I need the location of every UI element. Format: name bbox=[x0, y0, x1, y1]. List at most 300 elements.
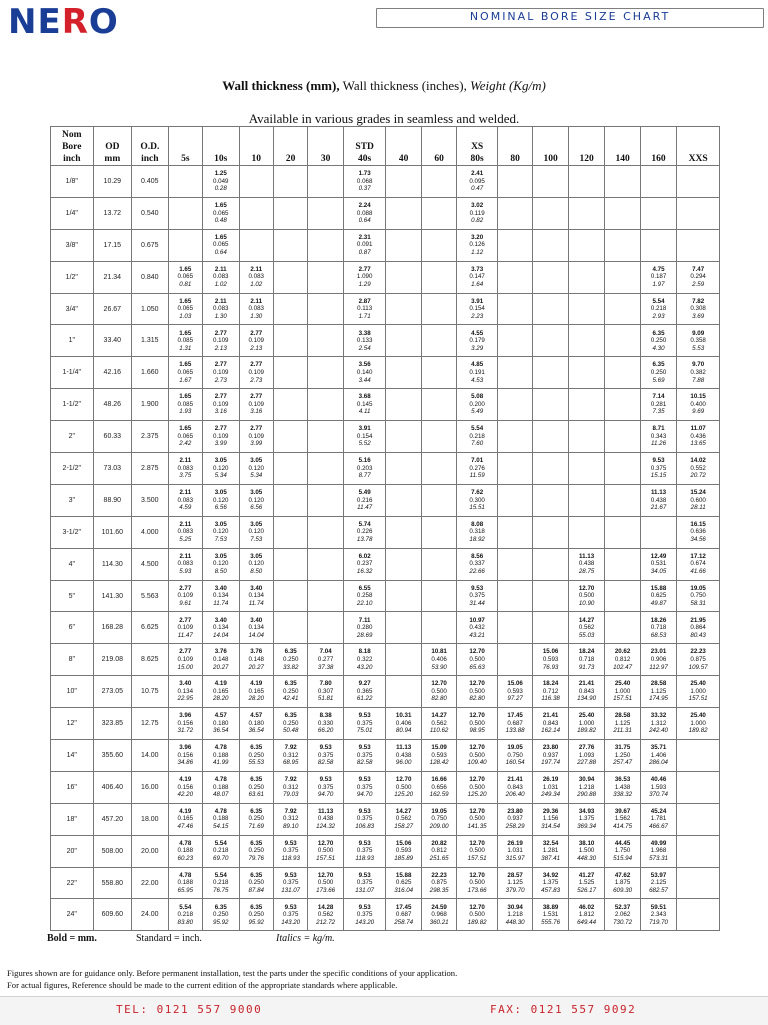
value-in: 0.065 bbox=[177, 305, 194, 313]
cell-nom: 3/8" bbox=[51, 229, 94, 261]
value-mm: 8.08 bbox=[471, 520, 484, 528]
value-kg: 11.26 bbox=[651, 440, 667, 448]
value-kg: 82.80 bbox=[431, 695, 447, 703]
value-kg: 4.59 bbox=[179, 504, 192, 512]
schedule-cell bbox=[203, 453, 239, 485]
schedule-cell bbox=[168, 740, 202, 772]
value-in: 0.147 bbox=[469, 273, 485, 281]
value-in: 0.750 bbox=[690, 592, 706, 600]
value-in: 0.436 bbox=[690, 432, 706, 440]
table-row bbox=[51, 453, 720, 485]
value-kg: 5.49 bbox=[471, 408, 484, 416]
value-in: 0.375 bbox=[356, 751, 373, 759]
value-mm: 53.97 bbox=[650, 871, 667, 879]
value-mm: 2.31 bbox=[358, 233, 371, 241]
schedule-cell bbox=[457, 644, 498, 676]
schedule-cell bbox=[677, 835, 720, 867]
value-mm: 21.41 bbox=[578, 680, 595, 688]
schedule-cell bbox=[386, 197, 421, 229]
cell-nom: 12" bbox=[51, 708, 94, 740]
schedule-cell bbox=[568, 325, 604, 357]
value-in: 0.134 bbox=[213, 592, 229, 600]
schedule-cell bbox=[533, 708, 568, 740]
value-mm: 18.26 bbox=[650, 616, 667, 624]
value-mm: 9.53 bbox=[284, 839, 297, 847]
schedule-cell bbox=[497, 644, 532, 676]
value-in: 0.085 bbox=[177, 400, 194, 408]
value-mm: 14.28 bbox=[317, 903, 334, 911]
footer-fax: FAX: 0121 557 9092 bbox=[490, 1003, 637, 1016]
schedule-cell bbox=[308, 803, 343, 835]
schedule-cell bbox=[168, 389, 202, 421]
value-mm: 16.15 bbox=[690, 520, 706, 528]
value-in: 0.065 bbox=[177, 432, 194, 440]
value-in: 0.120 bbox=[248, 496, 264, 504]
value-mm: 2.11 bbox=[250, 297, 263, 305]
value-kg: 298.35 bbox=[429, 886, 449, 894]
value-mm: 1.65 bbox=[179, 265, 192, 273]
schedule-cell bbox=[203, 229, 239, 261]
schedule-cell bbox=[533, 899, 568, 931]
value-kg: 526.17 bbox=[577, 886, 597, 894]
value-kg: 22.66 bbox=[469, 567, 485, 575]
legend-bold: Bold = mm. bbox=[47, 933, 97, 944]
value-mm: 15.06 bbox=[507, 680, 523, 688]
value-kg: 2.13 bbox=[214, 344, 227, 352]
schedule-cell bbox=[421, 644, 456, 676]
schedule-cell bbox=[343, 166, 386, 198]
cell-od: 17.15 bbox=[93, 229, 132, 261]
schedule-cell bbox=[421, 261, 456, 293]
value-kg: 157.51 bbox=[467, 854, 487, 862]
value-mm: 3.05 bbox=[214, 488, 227, 496]
value-mm: 3.96 bbox=[179, 744, 192, 752]
column-header: 60 bbox=[421, 127, 456, 166]
cell-odi: 1.900 bbox=[132, 389, 168, 421]
value-in: 1.000 bbox=[614, 687, 631, 695]
column-header: 40 bbox=[386, 127, 421, 166]
schedule-cell bbox=[457, 357, 498, 389]
value-in: 0.322 bbox=[356, 656, 373, 663]
value-in: 0.656 bbox=[431, 783, 447, 791]
value-kg: 34.86 bbox=[177, 759, 194, 767]
value-in: 0.156 bbox=[177, 719, 194, 727]
cell-nom: 20" bbox=[51, 835, 94, 867]
value-in: 0.180 bbox=[213, 719, 229, 727]
value-mm: 12.70 bbox=[317, 839, 334, 847]
schedule-cell bbox=[203, 484, 239, 516]
value-mm: 9.53 bbox=[358, 871, 371, 879]
schedule-cell bbox=[308, 229, 343, 261]
schedule-cell bbox=[533, 261, 568, 293]
value-in: 0.937 bbox=[542, 751, 559, 759]
cell-odi: 22.00 bbox=[132, 867, 168, 899]
value-in: 0.276 bbox=[469, 464, 485, 472]
schedule-cell bbox=[343, 612, 386, 644]
schedule-cell bbox=[273, 899, 307, 931]
value-mm: 2.41 bbox=[471, 170, 484, 178]
value-in: 0.500 bbox=[469, 815, 485, 823]
value-kg: 68.53 bbox=[650, 631, 667, 639]
cell-odi: 1.050 bbox=[132, 293, 168, 325]
value-mm: 12.70 bbox=[469, 648, 485, 656]
table-row bbox=[51, 580, 720, 612]
schedule-cell bbox=[640, 835, 676, 867]
cell-odi: 6.625 bbox=[132, 612, 168, 644]
value-kg: 106.83 bbox=[355, 823, 375, 831]
schedule-cell bbox=[168, 835, 202, 867]
value-mm: 12.70 bbox=[469, 839, 485, 847]
value-in: 0.065 bbox=[177, 368, 194, 376]
value-mm: 1.65 bbox=[179, 393, 192, 401]
value-in: 0.400 bbox=[690, 400, 706, 408]
cell-od: 21.34 bbox=[93, 261, 132, 293]
value-kg: 730.72 bbox=[613, 918, 633, 926]
schedule-cell bbox=[273, 389, 307, 421]
cell-od: 168.28 bbox=[93, 612, 132, 644]
value-mm: 44.45 bbox=[614, 839, 631, 847]
value-kg: 157.51 bbox=[688, 695, 708, 703]
schedule-cell bbox=[640, 580, 676, 612]
cell-nom: 1-1/2" bbox=[51, 389, 94, 421]
value-in: 0.109 bbox=[248, 368, 264, 376]
schedule-cell bbox=[677, 197, 720, 229]
value-kg: 8.50 bbox=[214, 567, 227, 575]
schedule-cell bbox=[533, 197, 568, 229]
value-in: 0.500 bbox=[395, 783, 412, 791]
value-mm: 4.57 bbox=[214, 712, 227, 720]
value-kg: 87.84 bbox=[248, 886, 264, 894]
value-in: 0.120 bbox=[213, 496, 229, 504]
column-header: 10s bbox=[203, 127, 239, 166]
value-kg: 94.70 bbox=[356, 791, 373, 799]
schedule-cell bbox=[677, 771, 720, 803]
table-row bbox=[51, 516, 720, 548]
value-kg: 76.93 bbox=[542, 663, 559, 671]
schedule-cell bbox=[497, 899, 532, 931]
schedule-cell bbox=[640, 867, 676, 899]
schedule-cell bbox=[239, 612, 273, 644]
value-kg: 53.90 bbox=[431, 663, 447, 671]
value-mm: 23.80 bbox=[507, 807, 523, 815]
value-in: 0.237 bbox=[356, 560, 373, 568]
schedule-cell bbox=[640, 325, 676, 357]
value-kg: 242.40 bbox=[649, 727, 668, 735]
value-in: 0.500 bbox=[431, 687, 447, 695]
value-in: 0.203 bbox=[356, 464, 373, 472]
value-in: 0.156 bbox=[177, 751, 194, 759]
value-in: 1.090 bbox=[356, 273, 373, 281]
value-mm: 15.24 bbox=[690, 488, 706, 496]
schedule-cell bbox=[605, 835, 640, 867]
schedule-cell bbox=[308, 453, 343, 485]
value-kg: 109.40 bbox=[467, 759, 487, 767]
value-kg: 160.54 bbox=[505, 759, 525, 767]
schedule-cell bbox=[421, 803, 456, 835]
value-kg: 15.00 bbox=[177, 663, 194, 671]
value-in: 0.083 bbox=[177, 464, 194, 472]
value-kg: 66.20 bbox=[317, 727, 334, 735]
value-kg: 54.15 bbox=[213, 823, 229, 831]
schedule-cell bbox=[203, 293, 239, 325]
value-kg: 20.72 bbox=[690, 472, 706, 480]
value-mm: 12.70 bbox=[469, 775, 485, 783]
value-kg: 189.82 bbox=[577, 727, 597, 735]
value-kg: 3.99 bbox=[250, 440, 263, 448]
schedule-cell bbox=[568, 803, 604, 835]
schedule-cell bbox=[568, 453, 604, 485]
value-kg: 5.34 bbox=[214, 472, 227, 480]
schedule-cell bbox=[533, 867, 568, 899]
schedule-cell bbox=[203, 357, 239, 389]
schedule-cell bbox=[640, 421, 676, 453]
value-mm: 4.57 bbox=[250, 712, 263, 720]
value-mm: 7.92 bbox=[284, 744, 297, 752]
value-mm: 41.27 bbox=[578, 871, 595, 879]
value-in: 0.864 bbox=[690, 624, 706, 632]
schedule-cell bbox=[497, 835, 532, 867]
value-mm: 2.11 bbox=[250, 265, 263, 273]
value-mm: 20.62 bbox=[614, 648, 631, 656]
value-in: 0.148 bbox=[213, 656, 229, 663]
schedule-cell bbox=[568, 835, 604, 867]
value-in: 0.188 bbox=[213, 815, 229, 823]
schedule-cell bbox=[386, 484, 421, 516]
value-in: 0.625 bbox=[395, 879, 412, 887]
value-kg: 7.53 bbox=[214, 536, 227, 544]
schedule-cell bbox=[273, 421, 307, 453]
schedule-cell bbox=[421, 166, 456, 198]
value-mm: 3.40 bbox=[250, 584, 263, 592]
value-kg: 68.95 bbox=[282, 759, 299, 767]
value-kg: 71.69 bbox=[248, 823, 264, 831]
schedule-cell bbox=[568, 293, 604, 325]
value-kg: 42.41 bbox=[282, 695, 299, 703]
value-kg: 360.21 bbox=[429, 918, 449, 926]
value-mm: 25.40 bbox=[614, 680, 631, 688]
column-header: Nom Bore inch bbox=[51, 127, 94, 166]
column-header: 80 bbox=[497, 127, 532, 166]
value-in: 0.250 bbox=[282, 719, 299, 727]
schedule-cell bbox=[421, 389, 456, 421]
value-kg: 48.07 bbox=[213, 791, 229, 799]
value-mm: 3.05 bbox=[214, 552, 227, 560]
schedule-cell bbox=[239, 899, 273, 931]
cell-od: 609.60 bbox=[93, 899, 132, 931]
schedule-cell bbox=[421, 740, 456, 772]
value-in: 1.438 bbox=[614, 783, 631, 791]
schedule-cell bbox=[203, 261, 239, 293]
schedule-cell bbox=[605, 293, 640, 325]
value-in: 0.250 bbox=[282, 687, 299, 695]
value-kg: 20.27 bbox=[213, 663, 229, 671]
value-in: 0.179 bbox=[469, 337, 485, 345]
schedule-cell bbox=[168, 357, 202, 389]
value-in: 0.500 bbox=[469, 751, 485, 759]
schedule-cell bbox=[640, 229, 676, 261]
value-in: 0.134 bbox=[213, 624, 229, 632]
heading-weight: Weight (Kg/m) bbox=[470, 78, 546, 93]
schedule-cell bbox=[239, 357, 273, 389]
value-kg: 1.67 bbox=[179, 376, 192, 384]
value-in: 0.687 bbox=[395, 911, 412, 919]
schedule-cell bbox=[640, 612, 676, 644]
schedule-cell bbox=[273, 740, 307, 772]
value-in: 0.500 bbox=[469, 783, 485, 791]
value-mm: 5.08 bbox=[471, 393, 484, 401]
cell-nom: 1/8" bbox=[51, 166, 94, 198]
schedule-cell bbox=[343, 325, 386, 357]
value-kg: 157.51 bbox=[316, 854, 336, 862]
value-mm: 36.53 bbox=[614, 775, 631, 783]
schedule-cell bbox=[343, 644, 386, 676]
value-kg: 555.76 bbox=[541, 918, 561, 926]
cell-nom: 14" bbox=[51, 740, 94, 772]
value-in: 0.140 bbox=[356, 368, 373, 376]
value-kg: 387.41 bbox=[541, 854, 561, 862]
value-kg: 10.90 bbox=[578, 599, 595, 607]
schedule-cell bbox=[203, 197, 239, 229]
schedule-cell bbox=[605, 771, 640, 803]
value-mm: 59.51 bbox=[650, 903, 667, 911]
value-in: 1.312 bbox=[650, 719, 667, 727]
value-mm: 23.80 bbox=[542, 744, 559, 752]
schedule-cell bbox=[421, 516, 456, 548]
table-body bbox=[51, 166, 720, 931]
value-kg: 9.69 bbox=[692, 408, 705, 416]
value-in: 0.365 bbox=[356, 687, 373, 695]
schedule-cell bbox=[497, 197, 532, 229]
value-in: 0.250 bbox=[248, 815, 264, 823]
schedule-cell bbox=[239, 676, 273, 708]
value-kg: 7.60 bbox=[471, 440, 484, 448]
schedule-cell bbox=[343, 548, 386, 580]
schedule-cell bbox=[640, 261, 676, 293]
value-in: 2.343 bbox=[650, 911, 667, 919]
value-mm: 8.38 bbox=[319, 712, 332, 720]
schedule-cell bbox=[308, 197, 343, 229]
value-kg: 5.53 bbox=[692, 344, 705, 352]
schedule-cell bbox=[457, 453, 498, 485]
value-in: 0.281 bbox=[650, 400, 667, 408]
schedule-cell bbox=[640, 389, 676, 421]
value-kg: 14.04 bbox=[248, 631, 264, 639]
value-mm: 11.07 bbox=[690, 425, 706, 433]
value-mm: 3.05 bbox=[250, 552, 263, 560]
cell-odi: 10.75 bbox=[132, 676, 168, 708]
value-mm: 3.76 bbox=[250, 648, 263, 656]
schedule-cell bbox=[568, 229, 604, 261]
value-in: 0.330 bbox=[317, 719, 334, 727]
value-mm: 9.09 bbox=[692, 329, 705, 337]
cell-odi: 0.405 bbox=[132, 166, 168, 198]
page-subheading: Available in various grades in seamless and welded. bbox=[248, 111, 520, 126]
value-mm: 9.53 bbox=[284, 903, 297, 911]
value-kg: 251.65 bbox=[429, 854, 449, 862]
schedule-cell bbox=[568, 708, 604, 740]
value-kg: 31.44 bbox=[469, 599, 485, 607]
value-mm: 47.62 bbox=[614, 871, 631, 879]
cell-nom: 3-1/2" bbox=[51, 516, 94, 548]
value-mm: 1.65 bbox=[179, 425, 192, 433]
schedule-cell bbox=[308, 580, 343, 612]
schedule-cell bbox=[421, 421, 456, 453]
cell-od: 13.72 bbox=[93, 197, 132, 229]
value-mm: 3.91 bbox=[358, 425, 371, 433]
value-mm: 3.96 bbox=[179, 712, 192, 720]
schedule-cell bbox=[239, 516, 273, 548]
value-kg: 116.38 bbox=[541, 695, 560, 703]
cell-odi: 4.000 bbox=[132, 516, 168, 548]
schedule-cell bbox=[386, 261, 421, 293]
column-header: 10 bbox=[239, 127, 273, 166]
value-kg: 82.58 bbox=[317, 759, 334, 767]
cell-od: 48.26 bbox=[93, 389, 132, 421]
value-in: 0.188 bbox=[213, 783, 229, 791]
value-kg: 61.22 bbox=[356, 695, 373, 703]
value-in: 0.083 bbox=[248, 305, 264, 313]
value-kg: 97.27 bbox=[507, 695, 523, 703]
value-in: 0.200 bbox=[469, 400, 485, 408]
value-kg: 143.20 bbox=[281, 918, 301, 926]
value-in: 0.250 bbox=[248, 847, 264, 855]
value-kg: 0.48 bbox=[214, 217, 227, 225]
schedule-cell bbox=[239, 166, 273, 198]
value-mm: 21.41 bbox=[542, 712, 559, 720]
schedule-cell bbox=[568, 612, 604, 644]
cell-odi: 3.500 bbox=[132, 484, 168, 516]
value-in: 0.083 bbox=[248, 273, 264, 281]
schedule-cell bbox=[273, 548, 307, 580]
value-in: 1.525 bbox=[578, 879, 595, 887]
value-kg: 719.70 bbox=[649, 918, 668, 926]
value-kg: 189.82 bbox=[467, 918, 487, 926]
value-kg: 83.80 bbox=[177, 918, 194, 926]
schedule-cell bbox=[343, 197, 386, 229]
schedule-cell bbox=[677, 261, 720, 293]
schedule-cell bbox=[203, 166, 239, 198]
value-in: 0.375 bbox=[317, 783, 334, 791]
value-mm: 19.05 bbox=[690, 584, 706, 592]
value-mm: 33.32 bbox=[650, 712, 667, 720]
schedule-cell bbox=[457, 293, 498, 325]
value-kg: 14.04 bbox=[213, 631, 229, 639]
value-mm: 29.36 bbox=[542, 807, 559, 815]
schedule-cell bbox=[203, 644, 239, 676]
cell-od: 141.30 bbox=[93, 580, 132, 612]
value-mm: 2.24 bbox=[358, 201, 371, 209]
value-in: 0.318 bbox=[469, 528, 485, 536]
schedule-cell bbox=[568, 484, 604, 516]
schedule-cell bbox=[386, 835, 421, 867]
value-in: 0.500 bbox=[469, 911, 485, 919]
value-in: 0.068 bbox=[356, 177, 373, 185]
schedule-cell bbox=[568, 644, 604, 676]
schedule-cell bbox=[386, 771, 421, 803]
value-in: 0.218 bbox=[213, 847, 229, 855]
schedule-cell bbox=[533, 612, 568, 644]
value-mm: 10.31 bbox=[395, 712, 412, 720]
value-mm: 2.11 bbox=[179, 552, 192, 560]
cell-odi: 18.00 bbox=[132, 803, 168, 835]
value-in: 1.750 bbox=[614, 847, 631, 855]
value-kg: 65.63 bbox=[469, 663, 485, 671]
cell-od: 101.60 bbox=[93, 516, 132, 548]
schedule-cell bbox=[568, 899, 604, 931]
value-in: 1.000 bbox=[690, 687, 706, 695]
value-in: 0.562 bbox=[395, 815, 412, 823]
value-in: 1.812 bbox=[578, 911, 595, 919]
